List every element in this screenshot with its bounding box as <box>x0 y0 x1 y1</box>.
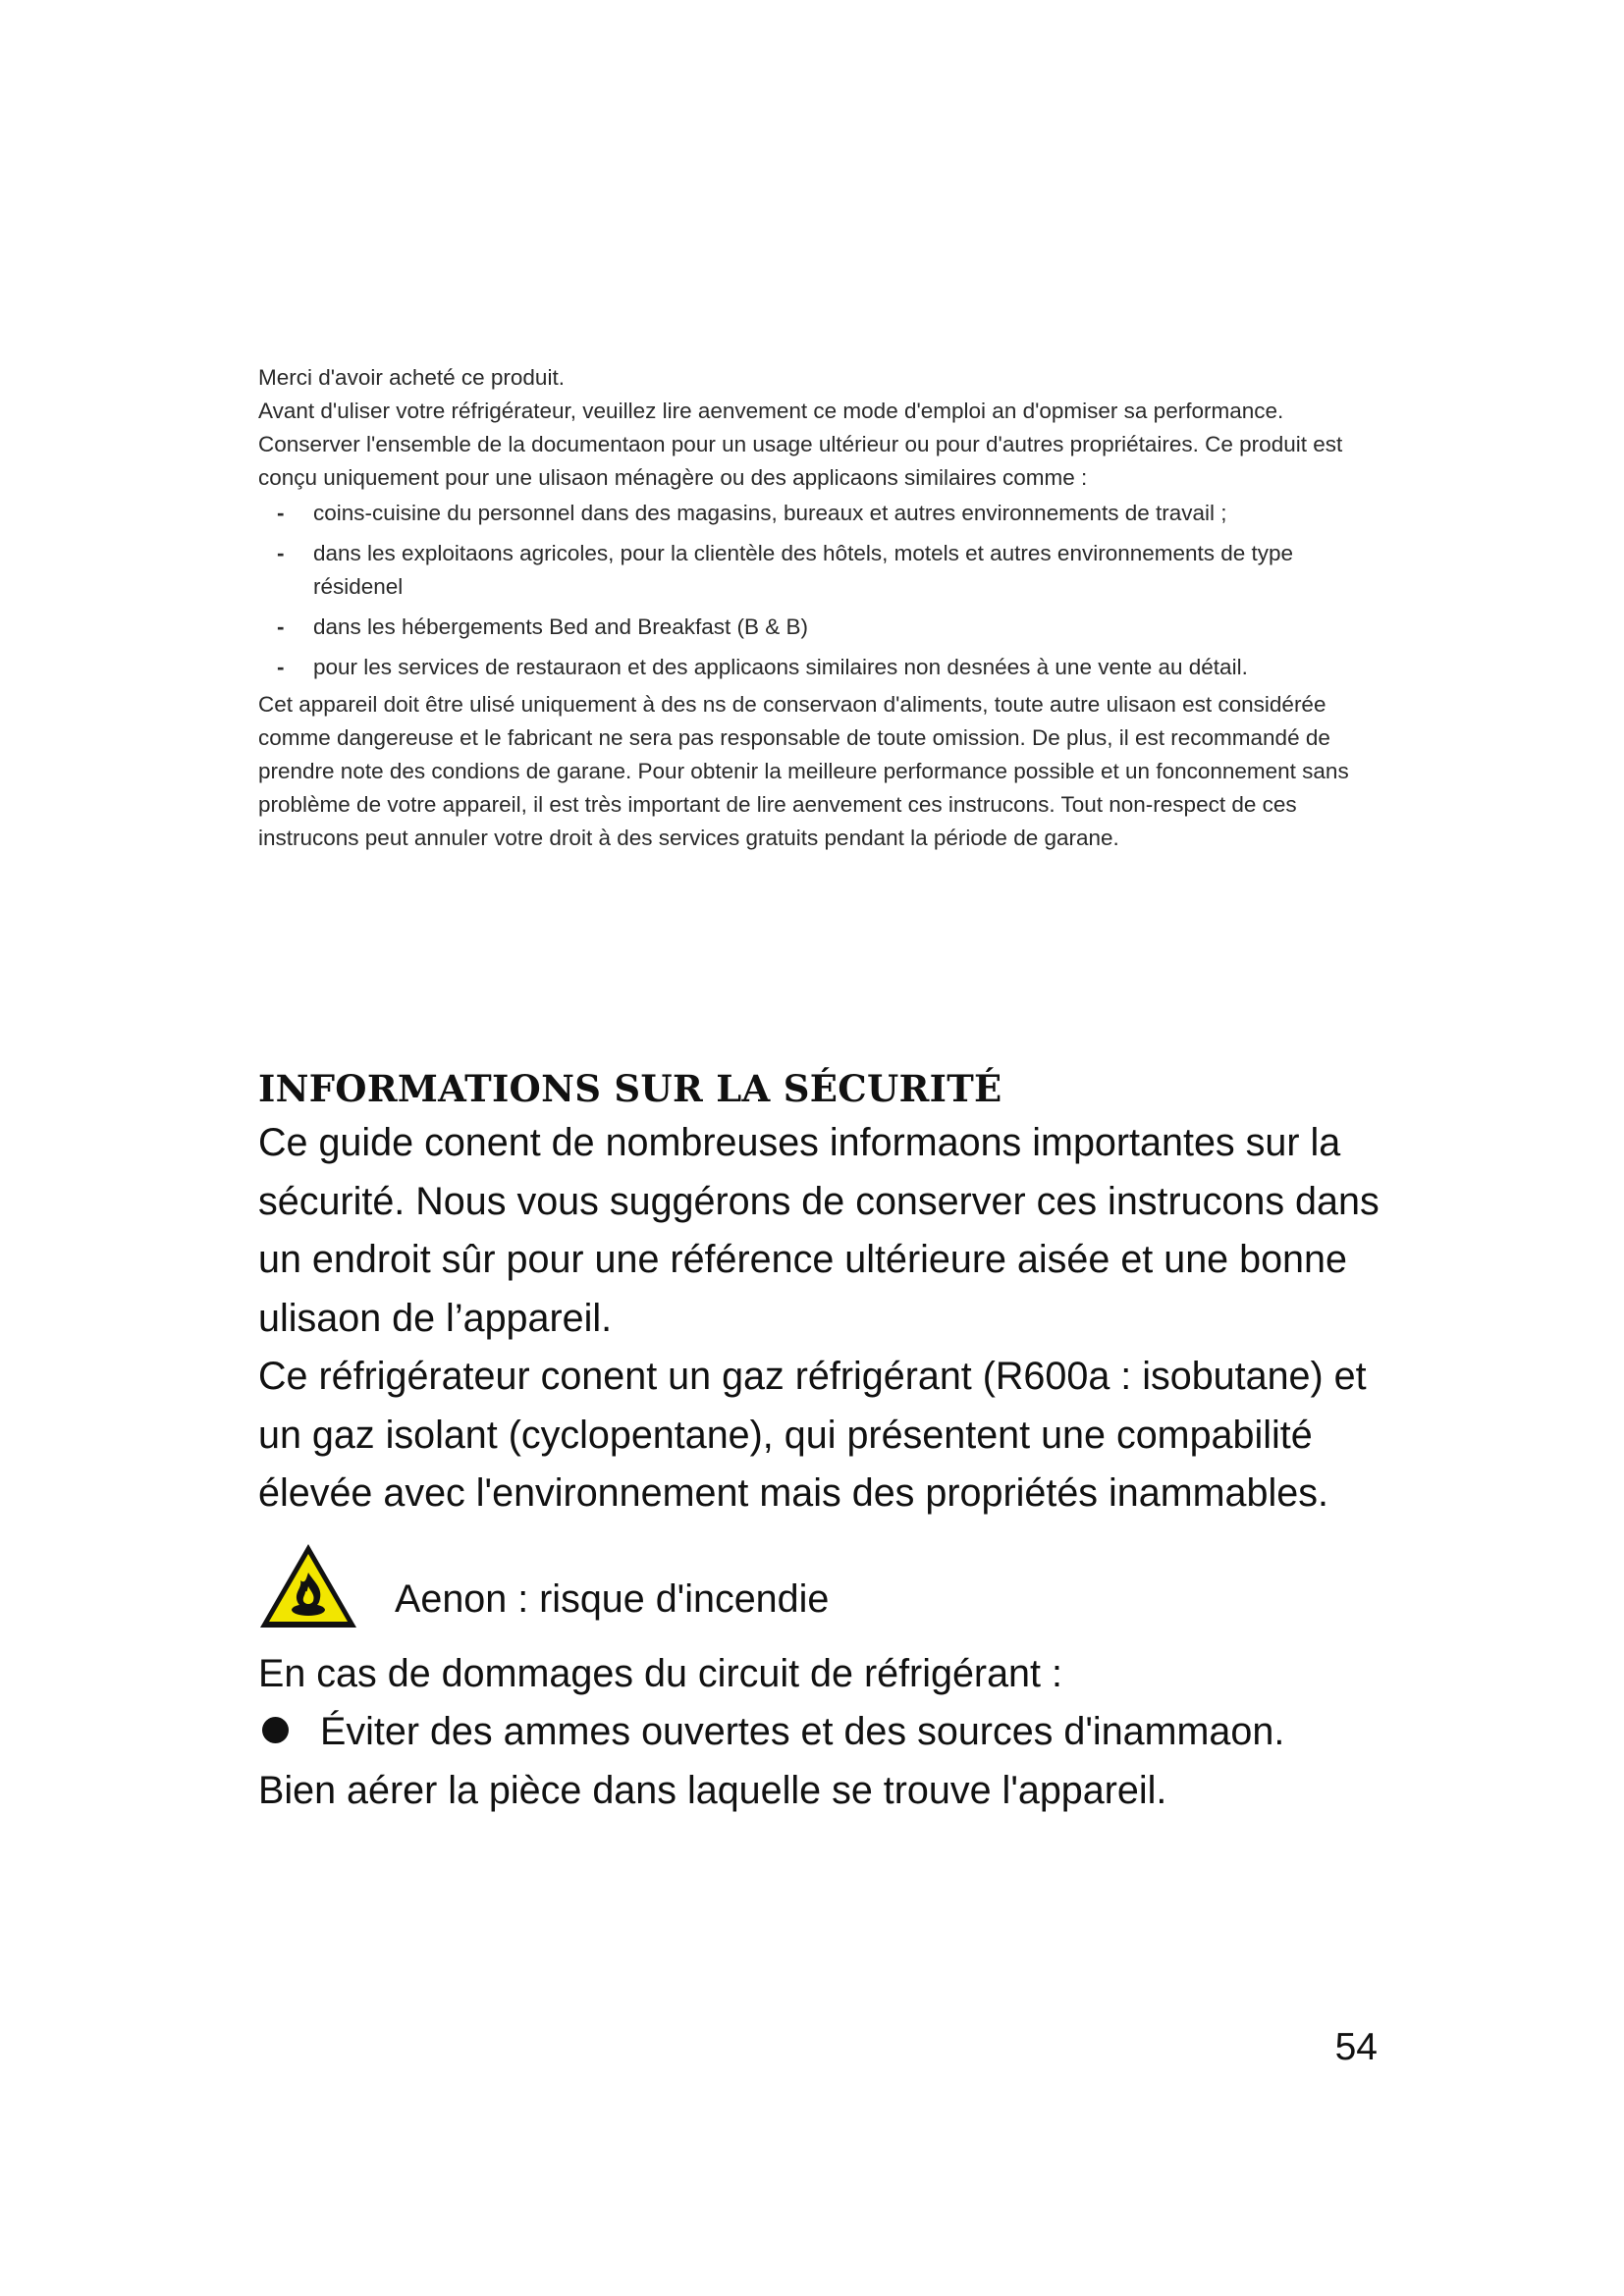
intro-thanks: Merci d'avoir acheté ce produit. <box>258 365 565 390</box>
warning-label: Aenon : risque d'incendie <box>395 1576 830 1621</box>
dash-marker: - <box>277 541 285 565</box>
usage-list <box>258 497 1358 684</box>
safety-title: INFORMATIONS SUR LA SÉCURITÉ <box>258 1067 1002 1110</box>
dash-marker: - <box>277 655 285 679</box>
bullet-line <box>258 1703 1407 1762</box>
list-item <box>277 537 1329 604</box>
intro-section <box>258 361 1358 855</box>
bullet-icon <box>262 1717 289 1743</box>
ventilate-text: Bien aérer la pièce dans laquelle se trouve l'appareil. <box>258 1768 1167 1812</box>
list-item <box>277 611 1329 644</box>
flammable-warning-icon <box>257 1541 359 1631</box>
dash-marker: - <box>277 614 285 639</box>
safety-paragraph-refrigerant: Ce réfrigérateur conent un gaz réfrigérant (R600a : isobutane) et un gaz isolant (cyclopentane), qui présentent une compabilité élevée avec l'environnement mais des propriétés inammables. <box>258 1355 1367 1515</box>
list-item-text: dans les hébergements Bed and Breakfast (B & B) <box>313 614 809 639</box>
intro-closing: Cet appareil doit être ulisé uniquement à des ns de conservaon d'aliments, toute autre ulisaon est considérée comme dangereuse et le fabricant ne sera pas responsable de toute omission. De plus, il est recommandé de prendre note des condions de garane. Pour obtenir la meilleure performance possible et un fonconnement sans problème de votre appareil, il est très important de lire aenvement ces instrucons. Tout non-respect de ces instrucons peut annuler votre droit à des services gratuits pendant la période de garane. <box>258 692 1349 850</box>
safety-section <box>258 1063 1407 1820</box>
damage-intro: En cas de dommages du circuit de réfrigérant : <box>258 1651 1062 1695</box>
bullet-text: Éviter des ammes ouvertes et des sources d'inammaon. <box>320 1710 1285 1753</box>
fire-warning <box>258 1537 1407 1645</box>
list-item <box>277 497 1329 530</box>
safety-paragraph-guide: Ce guide conent de nombreuses informaons importantes sur la sécurité. Nous vous suggérons de conserver ces instrucons dans un endroit sûr pour une référence ultérieure aisée et une bonne ulisaon de l’appareil. <box>258 1121 1380 1340</box>
list-item-text: dans les exploitaons agricoles, pour la clientèle des hôtels, motels et autres environnements de type résidenel <box>313 541 1294 599</box>
list-item-text: coins-cuisine du personnel dans des magasins, bureaux et autres environnements de travail ; <box>313 501 1227 525</box>
page-number: 54 <box>1334 2026 1378 2068</box>
list-item <box>277 651 1329 684</box>
dash-marker: - <box>277 501 285 525</box>
intro-lead: Avant d'uliser votre réfrigérateur, veuillez lire aenvement ce mode d'emploi an d'opmiser sa performance. Conserver l'ensemble de la documentaon pour un usage ultérieur ou pour d'autres propriétaires. Ce produit est conçu uniquement pour une ulisaon ménagère ou des applicaons similaires comme : <box>258 399 1343 490</box>
list-item-text: pour les services de restauraon et des applicaons similaires non desnées à une vente au détail. <box>313 655 1248 679</box>
